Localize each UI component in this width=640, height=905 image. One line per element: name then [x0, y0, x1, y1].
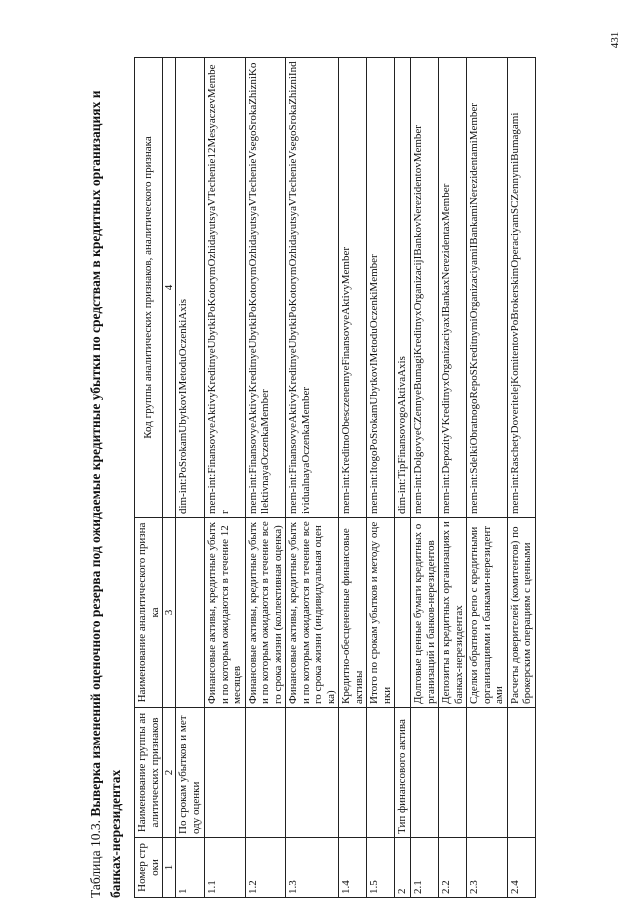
header-row: [135, 58, 163, 898]
group-name-cell: [439, 708, 467, 838]
header-cell: Наименование аналитического признака: [135, 518, 163, 708]
group-name-cell: [367, 708, 395, 838]
header-cell: Код группы аналитических признаков, аналитического признака: [135, 58, 163, 518]
row-number-cell: 1.5: [367, 838, 395, 898]
table-row: [339, 58, 367, 898]
attribute-name-cell: [395, 518, 411, 708]
attribute-name-cell: Сделки обратного репо с кредитными организациями и банками-нерезидентами: [467, 518, 508, 708]
group-name-cell: Тип финансового актива: [395, 708, 411, 838]
table-row: [286, 58, 339, 898]
group-name-cell: [339, 708, 367, 838]
row-number-cell: 1.1: [205, 838, 246, 898]
group-name-cell: [245, 708, 286, 838]
group-name-cell: [205, 708, 246, 838]
table-section-row: [395, 58, 411, 898]
attribute-name-cell: Финансовые активы, кредитные убытки по которым ожидаются в течение 12 месяцев: [205, 518, 246, 708]
attribute-code-cell: mem-int:DepozityVKreditnyxOrganizaciyaxIBankaxNerezidentaxMember: [439, 58, 467, 518]
attribute-code-cell: mem-int:DolgovyeCZennyeBumagiKreditnyxOrganizacijIBankovNerezidentovMember: [411, 58, 439, 518]
row-number-cell: 2.3: [467, 838, 508, 898]
attribute-code-cell: dim-int:TipFinansovogoAktivaAxis: [395, 58, 411, 518]
row-number-cell: 2.4: [507, 838, 535, 898]
header-cell: Номер строки: [135, 838, 163, 898]
row-number-cell: 2.2: [439, 838, 467, 898]
row-number-cell: 1.4: [339, 838, 367, 898]
row-number-cell: 1.3: [286, 838, 339, 898]
table-row: [507, 58, 535, 898]
row-number-cell: 1.2: [245, 838, 286, 898]
table-section-row: [176, 58, 205, 898]
column-number-row: [163, 58, 176, 898]
attribute-name-cell: Расчеты доверителей (комитентов) по брокерским операциям с ценными: [507, 518, 535, 708]
attribute-code-cell: mem-int:RaschetyDoveritelejKomitentovPoBrokerskimOperaciyamSCZennymiBumagami: [507, 58, 535, 518]
attribute-name-cell: Кредитно-обесцененные финансовые активы: [339, 518, 367, 708]
column-number: 1: [163, 838, 176, 898]
attribute-name-cell: Финансовые активы, кредитные убытки по которым ожидаются в течение всего срока жизни (коллективная оценка): [245, 518, 286, 708]
attribute-code-cell: mem-int:FinansovyeAktivyKreditnyeUbytkiPoKotorymOzhidayutsyaVTechenie12MesyaczevMember: [205, 58, 246, 518]
table-row: [411, 58, 439, 898]
table-body: [176, 58, 536, 898]
table-caption: [86, 58, 126, 898]
attribute-code-cell: dim-int:PoSrokamUbytkovIMetoduOczenkiAxis: [176, 58, 205, 518]
attribute-code-cell: mem-int:ItogoPoSrokamUbytkovIMetoduOczenkiMember: [367, 58, 395, 518]
page-number: 431: [609, 31, 621, 49]
column-number: 2: [163, 708, 176, 838]
row-number-cell: 1: [176, 838, 205, 898]
attribute-code-cell: mem-int:FinansovyeAktivyKreditnyeUbytkiPoKotorymOzhidayutsyaVTechenieVsegoSrokaZhizniIndividualnayaOczenkaMember: [286, 58, 339, 518]
caption-prefix: Таблица 10.3.: [88, 820, 103, 898]
header-cell: Наименование группы аналитических признаков: [135, 708, 163, 838]
group-name-cell: [411, 708, 439, 838]
row-number-cell: 2: [395, 838, 411, 898]
analytics-table: [134, 57, 536, 898]
group-name-cell: [467, 708, 508, 838]
caption-title: Выверка изменений оценочного резерва под ожидаемые кредитные убытки по средствам в кредитных организациях и банках-нерезидентах: [88, 90, 123, 898]
attribute-name-cell: [176, 518, 205, 708]
column-number: 4: [163, 58, 176, 518]
table-row: [205, 58, 246, 898]
attribute-code-cell: mem-int:KreditnoObesczenennyeFinansovyeAktivyMember: [339, 58, 367, 518]
table-row: [439, 58, 467, 898]
column-number: 3: [163, 518, 176, 708]
attribute-name-cell: Депозиты в кредитных организациях и банках-нерезидентах: [439, 518, 467, 708]
group-name-cell: [286, 708, 339, 838]
table-row: [245, 58, 286, 898]
rotated-page-content: [86, 58, 606, 898]
group-name-cell: [507, 708, 535, 838]
attribute-code-cell: mem-int:FinansovyeAktivyKreditnyeUbytkiPoKotorymOzhidayutsyaVTechenieVsegoSrokaZhizniKollektivnayaOczenkaMember: [245, 58, 286, 518]
table-row: [367, 58, 395, 898]
attribute-code-cell: mem-int:SdelkiObratnogoRepoSKreditnymiOrganizaciyamiIBankamiNerezidentamiMember: [467, 58, 508, 518]
table-row: [467, 58, 508, 898]
attribute-name-cell: Итого по срокам убытков и методу оценки: [367, 518, 395, 708]
group-name-cell: По срокам убытков и методу оценки: [176, 708, 205, 838]
row-number-cell: 2.1: [411, 838, 439, 898]
attribute-name-cell: Финансовые активы, кредитные убытки по которым ожидаются в течение всего срока жизни (индивидуальная оценка): [286, 518, 339, 708]
attribute-name-cell: Долговые ценные бумаги кредитных организаций и банков-нерезидентов: [411, 518, 439, 708]
